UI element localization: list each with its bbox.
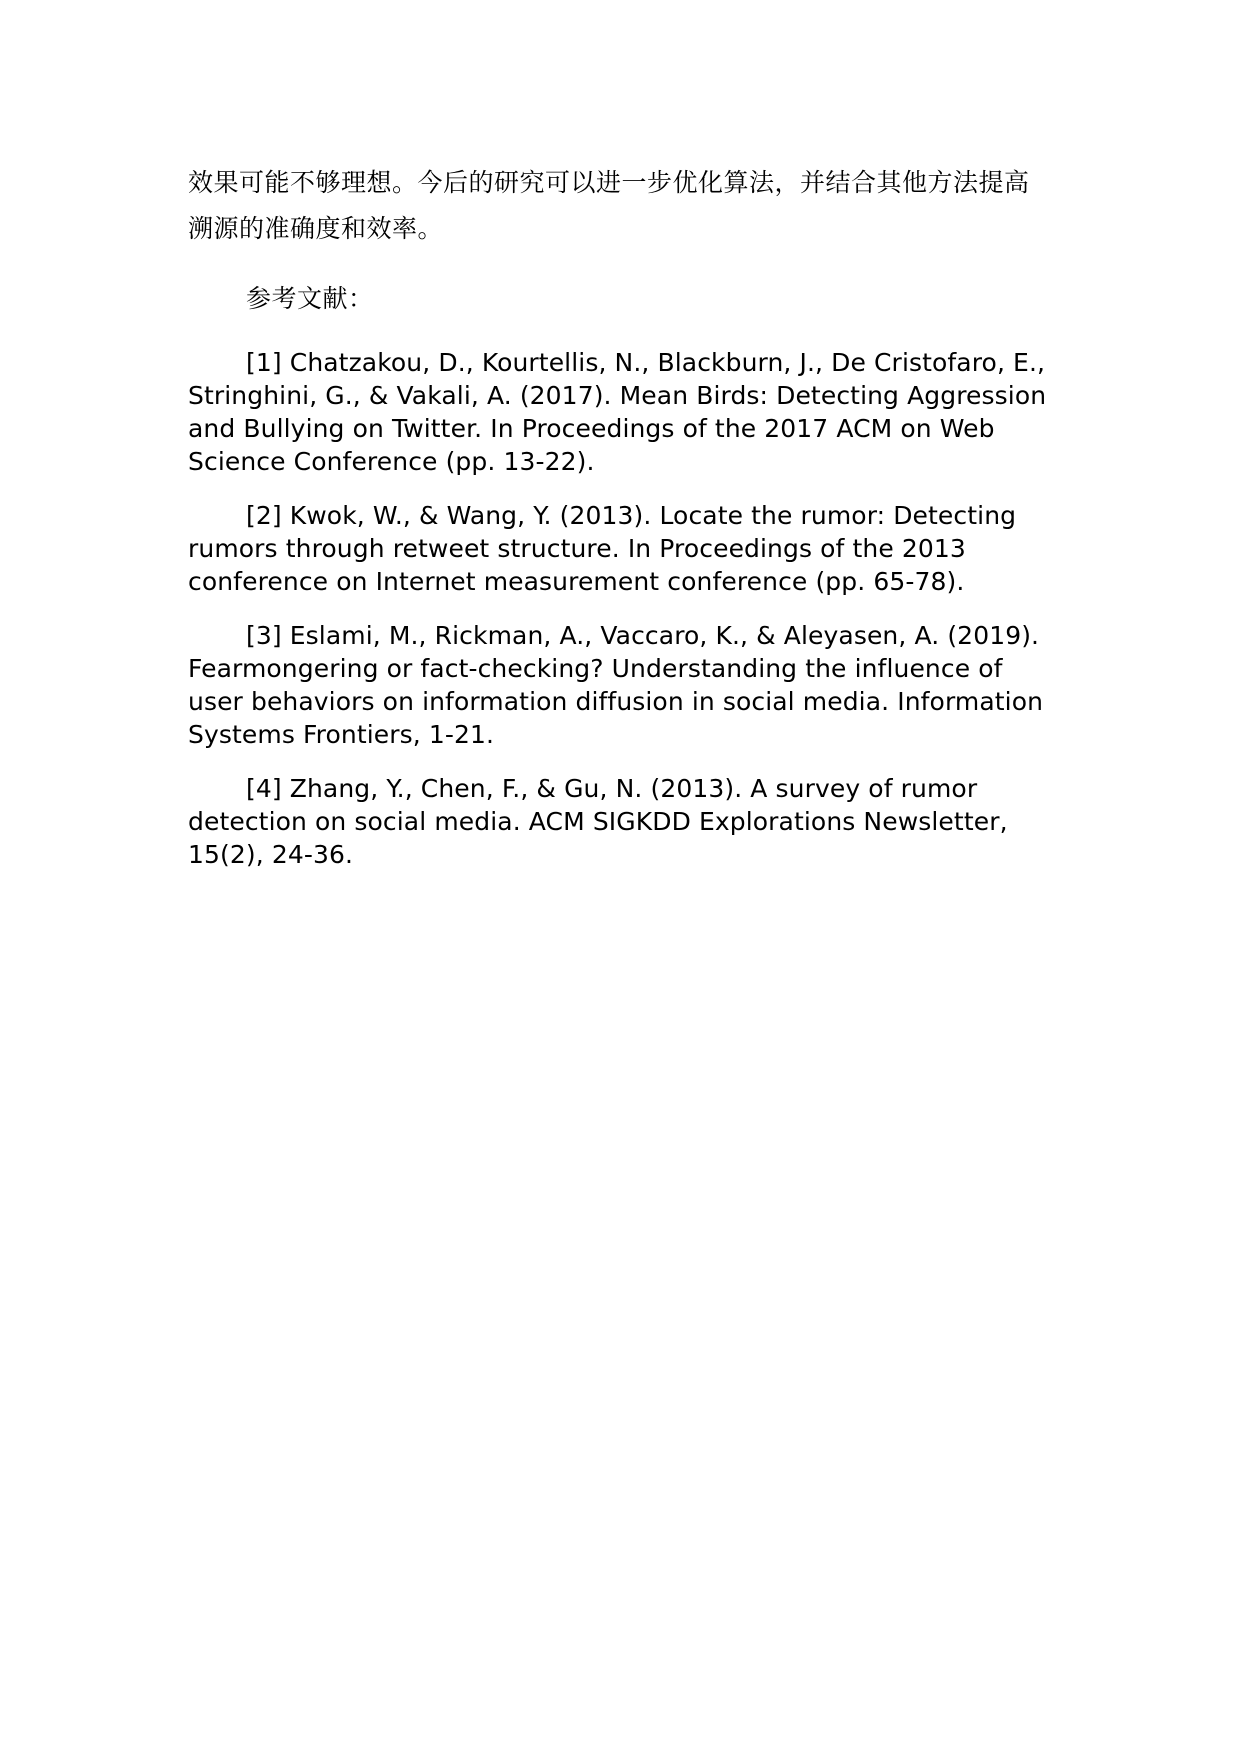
references-heading: 参考文献：	[246, 284, 374, 313]
reference-item-1: [1] Chatzakou, D., Kourtellis, N., Blackburn, J., De Cristofaro, E., Stringhini, G., & Vakali, A. (2017). Mean Birds: Detecting Aggression and Bullying on Twitter. In Proceedings of the 2017 ACM on Web Science Conference (pp. 13-22).	[188, 348, 1047, 476]
reference-item-3: [3] Eslami, M., Rickman, A., Vaccaro, K., & Aleyasen, A. (2019). Fearmongering or fact-checking? Understanding the influence of user behaviors on information diffusion in social media. Information Systems Frontiers, 1-21.	[188, 621, 1044, 749]
body-paragraph: 效果可能不够理想。今后的研究可以进一步优化算法，并结合其他方法提高溯源的准确度和效率。	[188, 168, 1030, 243]
reference-list	[188, 346, 1050, 871]
reference-item-2: [2] Kwok, W., & Wang, Y. (2013). Locate the rumor: Detecting rumors through retweet structure. In Proceedings of the 2013 conference on Internet measurement conference (pp. 65-78).	[188, 501, 1017, 596]
page-content	[188, 160, 1050, 892]
reference-item-4: [4] Zhang, Y., Chen, F., & Gu, N. (2013). A survey of rumor detection on social media. ACM SIGKDD Explorations Newsletter, 15(2), 24-36.	[188, 774, 1008, 869]
